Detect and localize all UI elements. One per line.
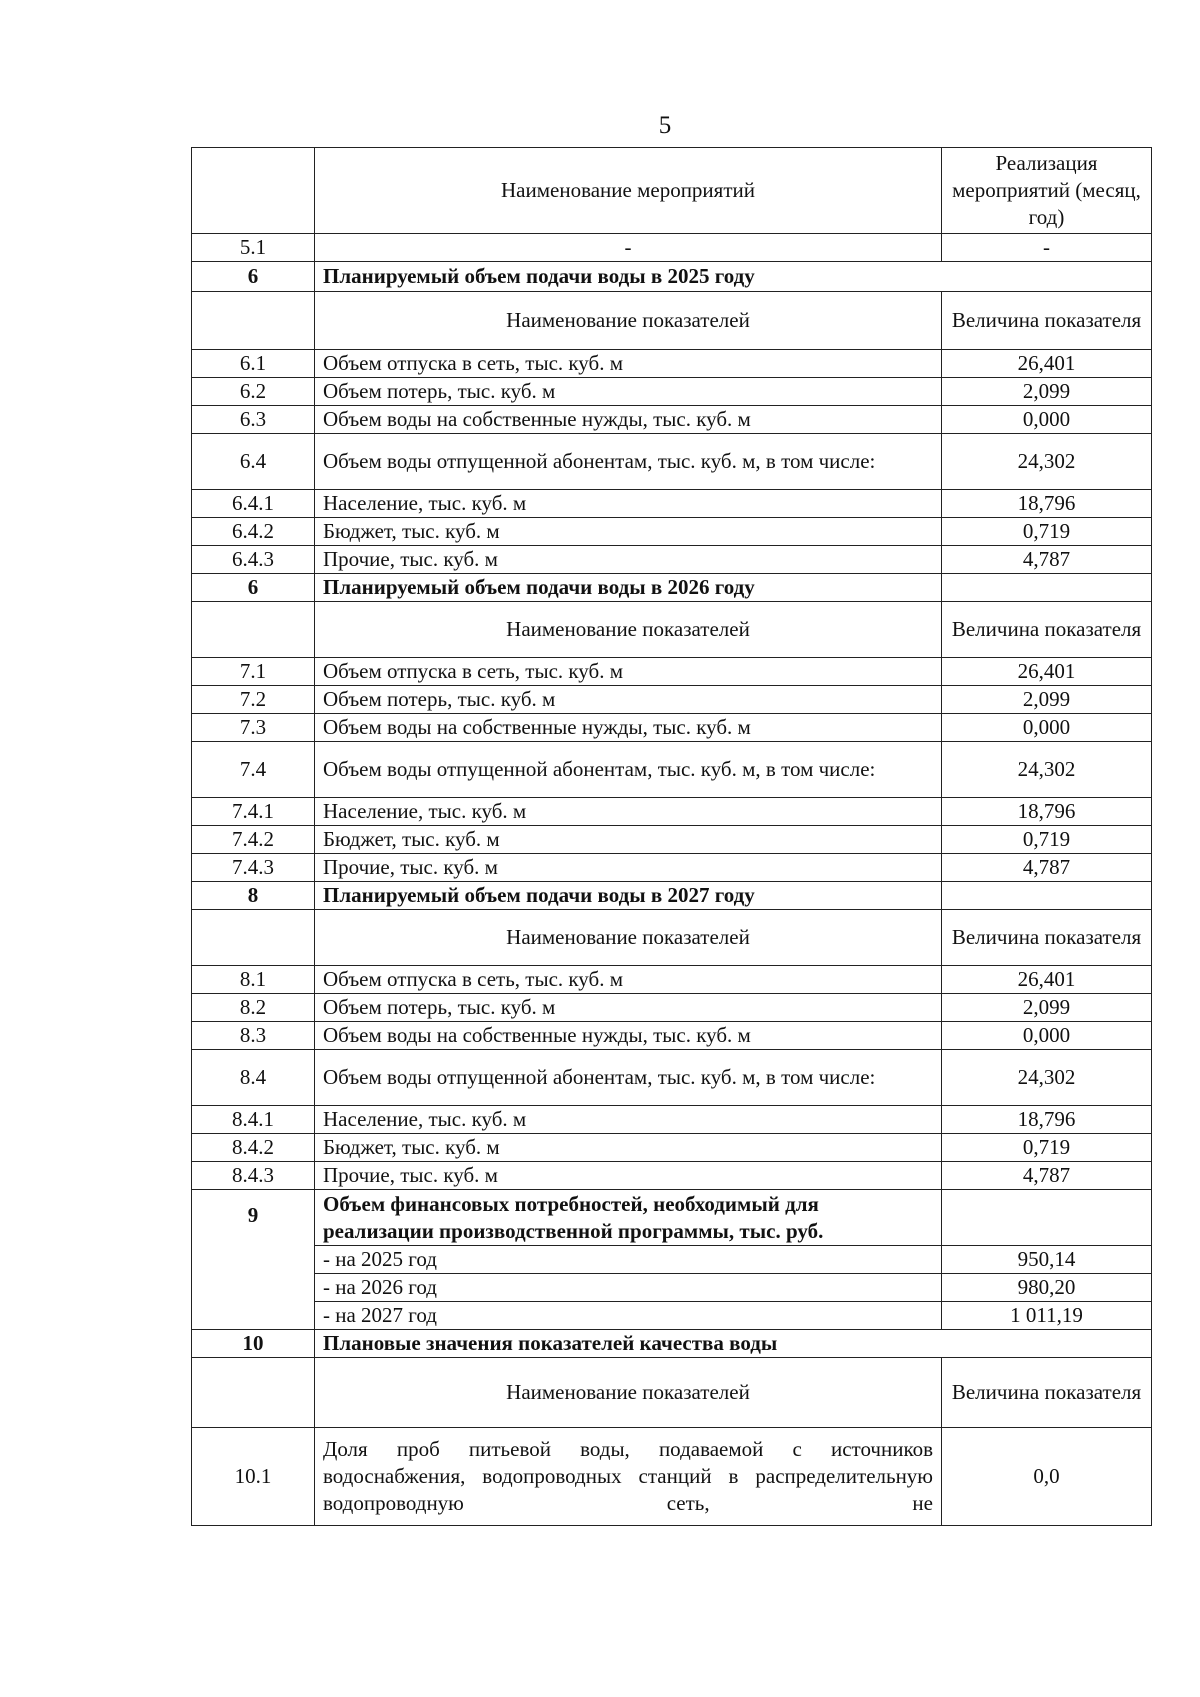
row-name: Население, тыс. куб. м	[315, 490, 942, 518]
row-name: Объем потерь, тыс. куб. м	[315, 686, 942, 714]
indicator-name-header: Наименование показателей	[315, 910, 942, 966]
row-name: Объем отпуска в сеть, тыс. куб. м	[315, 350, 942, 378]
row-value: 18,796	[942, 798, 1152, 826]
table-row	[192, 854, 1152, 882]
row-number: 5.1	[192, 234, 315, 262]
table-header-row	[192, 148, 1152, 234]
row-name: -	[315, 234, 942, 262]
indicator-name-header: Наименование показателей	[315, 602, 942, 658]
page-number: 5	[658, 112, 672, 139]
row-number: 7.1	[192, 658, 315, 686]
row-value: 4,787	[942, 854, 1152, 882]
section-title: Плановые значения показателей качества воды	[315, 1330, 1152, 1358]
indicator-header-row	[192, 292, 1152, 350]
section-title: Планируемый объем подачи воды в 2027 году	[315, 882, 942, 910]
header-activity-name: Наименование мероприятий	[315, 148, 942, 234]
header-num-cell	[192, 1358, 315, 1428]
row-name: Объем воды отпущенной абонентам, тыс. куб. м, в том числе:	[315, 742, 942, 798]
row-number: 10.1	[192, 1428, 315, 1526]
section-number: 10	[192, 1330, 315, 1358]
table-row	[192, 1022, 1152, 1050]
table-row	[192, 490, 1152, 518]
row-number: 7.4.2	[192, 826, 315, 854]
section-title: Объем финансовых потребностей, необходимый для реализации производственной программы, тыс. руб.	[315, 1190, 942, 1246]
row-name: - на 2027 год	[315, 1302, 942, 1330]
indicator-header-row	[192, 1358, 1152, 1428]
row-value: -	[942, 234, 1152, 262]
row-value: 980,20	[942, 1274, 1152, 1302]
section-row	[192, 262, 1152, 292]
row-number: 7.4.1	[192, 798, 315, 826]
row-number: 7.4.3	[192, 854, 315, 882]
header-num-cell	[192, 148, 315, 234]
table-row	[192, 798, 1152, 826]
indicator-value-header: Величина показателя	[942, 910, 1152, 966]
row-number: 8.4.1	[192, 1106, 315, 1134]
table-row	[192, 350, 1152, 378]
row-value: 24,302	[942, 1050, 1152, 1106]
row-name: Объем потерь, тыс. куб. м	[315, 994, 942, 1022]
row-name: Население, тыс. куб. м	[315, 1106, 942, 1134]
row-value: 26,401	[942, 350, 1152, 378]
row-name: Объем отпуска в сеть, тыс. куб. м	[315, 966, 942, 994]
row-name: Бюджет, тыс. куб. м	[315, 1134, 942, 1162]
row-number: 6.4.3	[192, 546, 315, 574]
table-row	[192, 1246, 1152, 1274]
row-number: 7.4	[192, 742, 315, 798]
row-name: Бюджет, тыс. куб. м	[315, 518, 942, 546]
table-row	[192, 658, 1152, 686]
table-row	[192, 518, 1152, 546]
row-number: 6.4.2	[192, 518, 315, 546]
table-row	[192, 994, 1152, 1022]
row-value: 0,0	[942, 1428, 1152, 1526]
table-row	[192, 1302, 1152, 1330]
production-program-table	[191, 147, 1152, 1526]
row-number: 6.2	[192, 378, 315, 406]
row-number: 8.4.2	[192, 1134, 315, 1162]
row-value: 2,099	[942, 378, 1152, 406]
section-number: 6	[192, 262, 315, 292]
empty-cell	[942, 1190, 1152, 1246]
indicator-value-header: Величина показателя	[942, 602, 1152, 658]
indicator-value-header: Величина показателя	[942, 292, 1152, 350]
section-number: 8	[192, 882, 315, 910]
indicator-value-header: Величина показателя	[942, 1358, 1152, 1428]
row-value: 0,719	[942, 826, 1152, 854]
table-row	[192, 1134, 1152, 1162]
row-name: Прочие, тыс. куб. м	[315, 1162, 942, 1190]
indicator-name-header: Наименование показателей	[315, 292, 942, 350]
table-row	[192, 434, 1152, 490]
row-value: 18,796	[942, 490, 1152, 518]
table-row	[192, 1162, 1152, 1190]
row-name: Доля проб питьевой воды, подаваемой с источников водоснабжения, водопроводных станций в распределительную водопроводную сеть, не	[315, 1428, 942, 1526]
section-row	[192, 574, 1152, 602]
row-value: 2,099	[942, 994, 1152, 1022]
row-number: 6.3	[192, 406, 315, 434]
table-row	[192, 546, 1152, 574]
row-value: 0,000	[942, 714, 1152, 742]
row-name: Объем воды на собственные нужды, тыс. куб. м	[315, 406, 942, 434]
indicator-header-row	[192, 910, 1152, 966]
header-num-cell	[192, 910, 315, 966]
row-name: Объем воды на собственные нужды, тыс. куб. м	[315, 1022, 942, 1050]
table-row	[192, 378, 1152, 406]
row-number: 8.4	[192, 1050, 315, 1106]
row-name: Объем воды отпущенной абонентам, тыс. куб. м, в том числе:	[315, 1050, 942, 1106]
section-number: 6	[192, 574, 315, 602]
header-num-cell	[192, 602, 315, 658]
row-value: 18,796	[942, 1106, 1152, 1134]
row-value: 2,099	[942, 686, 1152, 714]
empty-cell	[942, 574, 1152, 602]
table-row	[192, 234, 1152, 262]
table-row	[192, 1428, 1152, 1526]
row-number: 6.4.1	[192, 490, 315, 518]
section-title: Планируемый объем подачи воды в 2026 году	[315, 574, 942, 602]
section-title: Планируемый объем подачи воды в 2025 году	[315, 262, 1152, 292]
table-row	[192, 1050, 1152, 1106]
row-value: 950,14	[942, 1246, 1152, 1274]
indicator-name-header: Наименование показателей	[315, 1358, 942, 1428]
row-number: 7.3	[192, 714, 315, 742]
row-name: Объем потерь, тыс. куб. м	[315, 378, 942, 406]
row-name: - на 2026 год	[315, 1274, 942, 1302]
header-num-cell	[192, 292, 315, 350]
row-value: 4,787	[942, 1162, 1152, 1190]
row-value: 26,401	[942, 966, 1152, 994]
row-name: Население, тыс. куб. м	[315, 798, 942, 826]
row-number: 8.2	[192, 994, 315, 1022]
row-value: 0,000	[942, 1022, 1152, 1050]
indicator-header-row	[192, 602, 1152, 658]
table-row	[192, 714, 1152, 742]
row-value: 24,302	[942, 742, 1152, 798]
section-row	[192, 1330, 1152, 1358]
table-row	[192, 826, 1152, 854]
table-row	[192, 1106, 1152, 1134]
row-number: 8.1	[192, 966, 315, 994]
row-value: 26,401	[942, 658, 1152, 686]
empty-cell	[942, 882, 1152, 910]
header-realization: Реализация мероприятий (месяц, год)	[942, 148, 1152, 234]
row-name: Объем отпуска в сеть, тыс. куб. м	[315, 658, 942, 686]
row-name: - на 2025 год	[315, 1246, 942, 1274]
section-row	[192, 1190, 1152, 1246]
table-row	[192, 966, 1152, 994]
section-row	[192, 882, 1152, 910]
row-number: 8.4.3	[192, 1162, 315, 1190]
row-value: 0,000	[942, 406, 1152, 434]
row-value: 24,302	[942, 434, 1152, 490]
row-name: Прочие, тыс. куб. м	[315, 854, 942, 882]
table-row	[192, 406, 1152, 434]
row-value: 0,719	[942, 518, 1152, 546]
row-name: Бюджет, тыс. куб. м	[315, 826, 942, 854]
table-row	[192, 742, 1152, 798]
section-number: 9	[192, 1190, 315, 1330]
row-number: 8.3	[192, 1022, 315, 1050]
row-value: 1 011,19	[942, 1302, 1152, 1330]
row-name: Объем воды отпущенной абонентам, тыс. куб. м, в том числе:	[315, 434, 942, 490]
row-value: 4,787	[942, 546, 1152, 574]
table-row	[192, 686, 1152, 714]
row-number: 7.2	[192, 686, 315, 714]
row-number: 6.1	[192, 350, 315, 378]
row-name: Прочие, тыс. куб. м	[315, 546, 942, 574]
row-value: 0,719	[942, 1134, 1152, 1162]
row-number: 6.4	[192, 434, 315, 490]
table-row	[192, 1274, 1152, 1302]
row-name: Объем воды на собственные нужды, тыс. куб. м	[315, 714, 942, 742]
